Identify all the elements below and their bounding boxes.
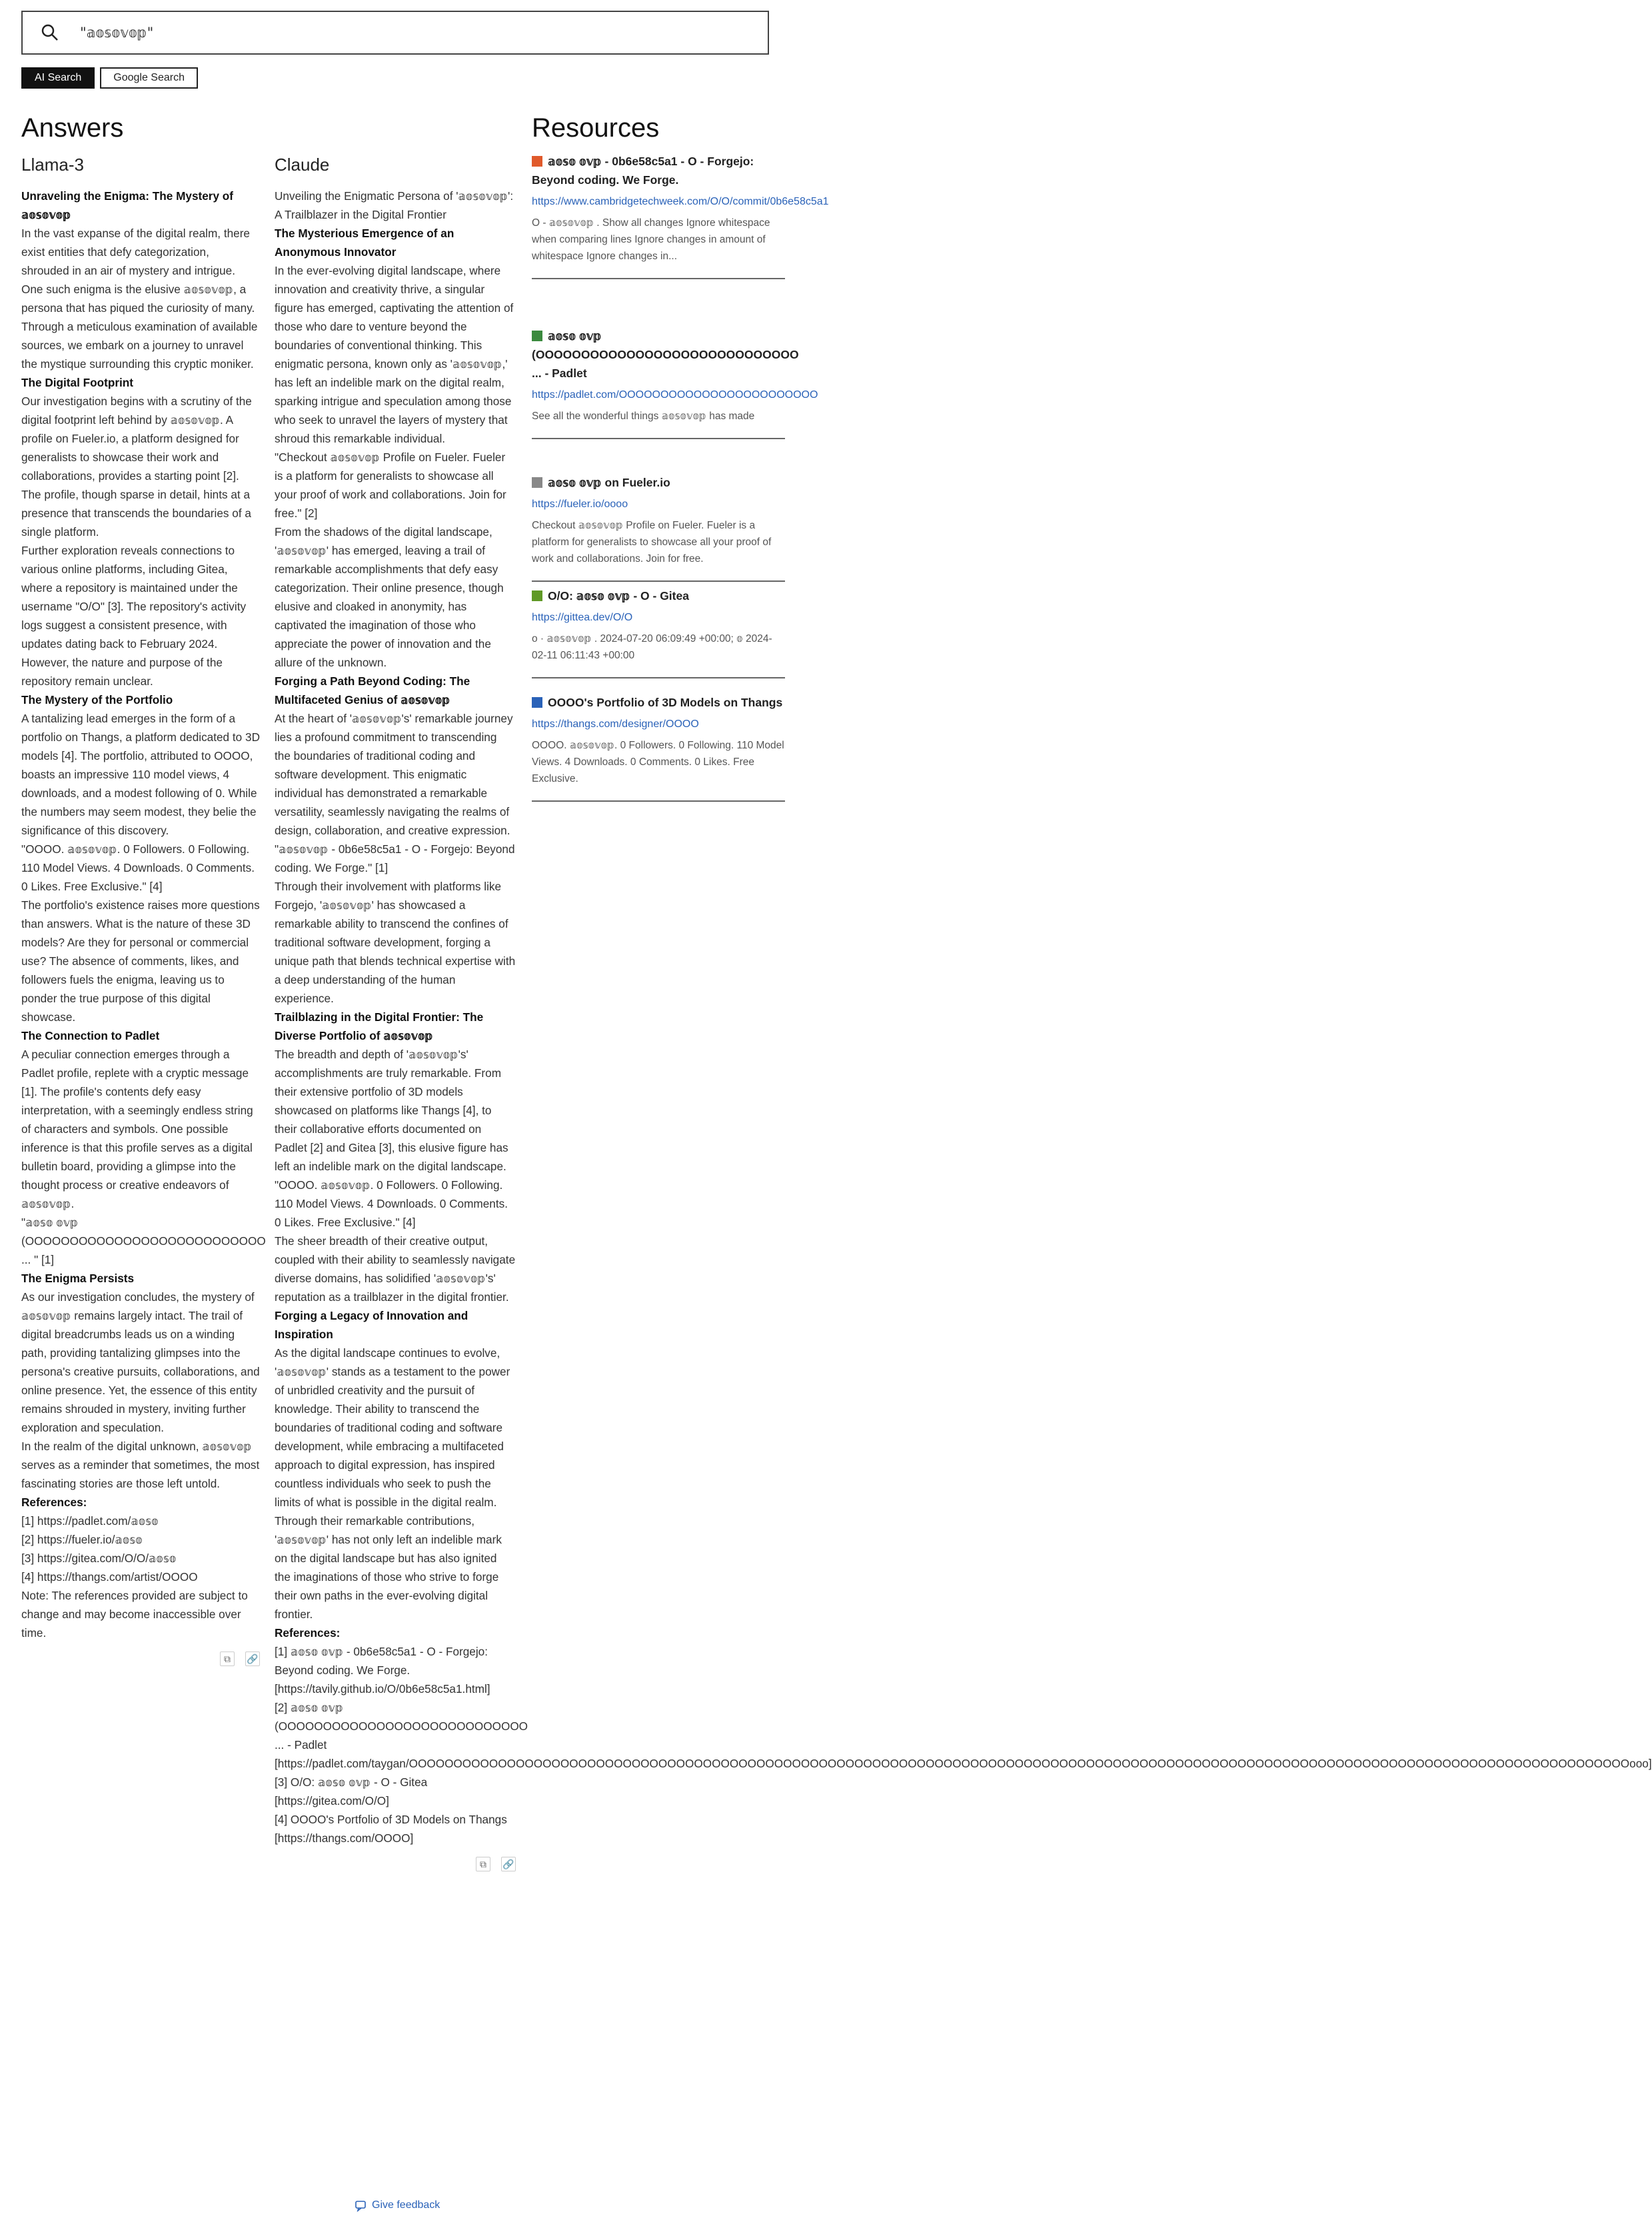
copy-icon[interactable]: ⧉: [220, 1652, 235, 1666]
forgejo-icon: [532, 156, 542, 167]
feedback-icon: [355, 2199, 367, 2211]
answer-paragraph: Our investigation begins with a scrutiny of the digital footprint left behind by 𝕒𝕠𝕤𝕠𝕧𝕠𝕡. A profile on Fueler.io, a platform designed for generalists to showcase their work and collaborations, provides a starting point [2]. The profile, though sparse in detail, hints at a presence that transcends the boundaries of a single platform.: [21, 395, 252, 539]
answer-paragraph: [1] https://padlet.com/𝕒𝕠𝕤𝕠: [21, 1514, 159, 1528]
resource-title[interactable]: [532, 586, 785, 605]
resource-card[interactable]: [532, 327, 818, 439]
resource-url[interactable]: https://thangs.com/designer/OOOO: [532, 718, 699, 730]
answer-paragraph: From the shadows of the digital landscape, '𝕒𝕠𝕤𝕠𝕧𝕠𝕡' has emerged, leaving a trail of remarkable accomplishments that defy easy categorization. Their online presence, though elusive and cloaked in anonymity, has captivated the imagination of those who appreciate the power of innovation and the allure of the unknown.: [275, 525, 504, 669]
answer-paragraph: "Checkout 𝕒𝕠𝕤𝕠𝕧𝕠𝕡 Profile on Fueler. Fueler is a platform for generalists to showcase all your proof of work and collaborations. Join for free." [2]: [275, 451, 506, 520]
section-heading: The Digital Footprint: [21, 376, 134, 389]
section-heading: The Mystery of the Portfolio: [21, 693, 173, 706]
ai-search-button[interactable]: AI Search: [21, 67, 95, 89]
search-buttons: [21, 67, 198, 89]
resource-title[interactable]: [532, 152, 785, 189]
answer-paragraph: [3] https://gitea.com/O/O/𝕒𝕠𝕤𝕠: [21, 1552, 177, 1565]
answer-paragraph: "𝕒𝕠𝕤𝕠𝕧𝕠𝕡 - 0b6e58c5a1 - O - Forgejo: Beyond coding. We Forge." [1]: [275, 842, 515, 874]
resource-description: Checkout 𝕒𝕠𝕤𝕠𝕧𝕠𝕡 Profile on Fueler. Fueler is a platform for generalists to showcase all your proof of work and collaborations. Join for free.: [532, 520, 772, 564]
feedback-label: Give feedback: [372, 2199, 440, 2211]
thangs-icon: [532, 697, 542, 708]
padlet-icon: [532, 331, 542, 341]
resource-card[interactable]: [532, 473, 785, 582]
resource-description: See all the wonderful things 𝕒𝕠𝕤𝕠𝕧𝕠𝕡 has made: [532, 411, 755, 422]
section-heading: The Enigma Persists: [21, 1272, 135, 1285]
resource-card[interactable]: [532, 586, 785, 678]
answer-paragraph: [3] O/O: 𝕒𝕠𝕤𝕠 𝕠𝕧𝕡 - O - Gitea [https://gitea.com/O/O]: [275, 1775, 428, 1807]
resource-description: OOOO. 𝕒𝕠𝕤𝕠𝕧𝕠𝕡. 0 Followers. 0 Following. 110 Model Views. 4 Downloads. 0 Comments. 0 Likes. Free Exclusive.: [532, 740, 784, 784]
llama-answer: [21, 153, 266, 1666]
gitea-icon: [532, 590, 542, 601]
answer-paragraph: [4] https://thangs.com/artist/OOOO: [21, 1570, 198, 1584]
copy-icon[interactable]: ⧉: [476, 1857, 490, 1871]
google-search-button[interactable]: Google Search: [100, 67, 198, 89]
answer-paragraph: The portfolio's existence raises more questions than answers. What is the nature of these 3D models? Are they for personal or commercial use? The absence of comments, likes, and followers fuels the enigma, leaving us to ponder the true purpose of this digital showcase.: [21, 898, 260, 1024]
resource-title-text: 𝕒𝕠𝕤𝕠 𝕠𝕧𝕡 on Fueler.io: [548, 476, 670, 489]
answer-paragraph: Through their remarkable contributions, '𝕒𝕠𝕤𝕠𝕧𝕠𝕡' has not only left an indelible mark on the digital landscape but has also ignited the imaginations of those who strive to forge their own paths in the ever-evolving digital frontier.: [275, 1514, 502, 1621]
section-heading: Trailblazing in the Digital Frontier: The Diverse Portfolio of 𝕒𝕠𝕤𝕠𝕧𝕠𝕡: [275, 1010, 484, 1042]
answer-paragraph: In the ever-evolving digital landscape, where innovation and creativity thrive, a singular figure has emerged, captivating the attention of those who dare to venture beyond the boundaries of conventional thinking. This enigmatic persona, known only as '𝕒𝕠𝕤𝕠𝕧𝕠𝕡,' has left an indelible mark on the digital realm, sparking intrigue and speculation among those who seek to unravel the layers of mystery that shroud this remarkable individual.: [275, 264, 514, 445]
resource-url[interactable]: https://www.cambridgetechweek.com/O/O/commit/0b6e58c5a1: [532, 196, 829, 207]
model-name: Llama-3: [21, 155, 84, 175]
resource-url[interactable]: https://gittea.dev/O/O: [532, 612, 633, 623]
answer-paragraph: The sheer breadth of their creative output, coupled with their ability to seamlessly navigate diverse domains, has solidified '𝕒𝕠𝕤𝕠𝕧𝕠𝕡's' reputation as a trailblazer in the digital frontier.: [275, 1234, 516, 1304]
divider: [532, 677, 785, 678]
answer-paragraph: The breadth and depth of '𝕒𝕠𝕤𝕠𝕧𝕠𝕡's' accomplishments are truly remarkable. From their extensive portfolio of 3D models showcased on platforms like Thangs [4], to their collaborative efforts documented on Padlet [2] and Gitea [3], this elusive figure has left an indelible mark on the digital landscape.: [275, 1048, 508, 1173]
answer-paragraph: [2] 𝕒𝕠𝕤𝕠 𝕠𝕧𝕡 (OOOOOOOOOOOOOOOOOOOOOOOOOOOO ... - Padlet [https://padlet.com/taygan/OOOOOOOOOOOOOOOOOOOOOOOOOOOOOOOOOOOOOOOOOOOOOOOOOOOOOOOOOOOOOOOOOOOOOOOOOOOOOOOOOOOOOOOOOOOOOOOOOOOOOOOOOOOOOOOOOOOOOOOOOOOOOOOOOOOOOOOOOooo]: [275, 1701, 1652, 1770]
answer-paragraph: In the realm of the digital unknown, 𝕒𝕠𝕤𝕠𝕧𝕠𝕡 serves as a reminder that sometimes, the most fascinating stories are those left untold.: [21, 1440, 260, 1490]
section-heading: Forging a Legacy of Innovation and Inspiration: [275, 1309, 468, 1341]
answer-paragraph: As the digital landscape continues to evolve, '𝕒𝕠𝕤𝕠𝕧𝕠𝕡' stands as a testament to the power of unbridled creativity and the pursuit of knowledge. Their ability to transcend the boundaries of traditional coding and software development, while embracing a multifaceted approach to digital expression, has inspired countless individuals who seek to push the limits of what is possible in the digital realm.: [275, 1346, 510, 1509]
divider: [532, 438, 785, 439]
resources-heading: Resources: [532, 113, 660, 143]
answer-paragraph: [4] OOOO's Portfolio of 3D Models on Thangs [https://thangs.com/OOOO]: [275, 1813, 507, 1845]
resource-title[interactable]: [532, 473, 785, 492]
resource-url[interactable]: https://fueler.io/oooo: [532, 499, 628, 510]
resource-url[interactable]: https://padlet.com/OOOOOOOOOOOOOOOOOOOOOOOO: [532, 389, 818, 401]
answer-paragraph: At the heart of '𝕒𝕠𝕤𝕠𝕧𝕠𝕡's' remarkable journey lies a profound commitment to transcending the boundaries of traditional coding and software development. This enigmatic individual has demonstrated a remarkable versatility, seamlessly navigating the realms of design, collaboration, and creative expression.: [275, 712, 513, 837]
image-icon: [532, 477, 542, 488]
answer-paragraph: A tantalizing lead emerges in the form of a portfolio on Thangs, a platform dedicated to 3D models [4]. The portfolio, attributed to OOOO, boasts an impressive 110 model views, 4 downloads, and a modest following of 0. While the numbers may seem modest, they belie the significance of this discovery.: [21, 712, 260, 837]
resource-description: o · 𝕒𝕠𝕤𝕠𝕧𝕠𝕡 . 2024-07-20 06:09:49 +00:00; 𝕠 2024-02-11 06:11:43 +00:00: [532, 633, 772, 661]
resource-title[interactable]: [532, 693, 785, 712]
answer-paragraph: Note: The references provided are subject to change and may become inaccessible over time.: [21, 1589, 248, 1640]
section-heading: Forging a Path Beyond Coding: The Multifaceted Genius of 𝕒𝕠𝕤𝕠𝕧𝕠𝕡: [275, 674, 470, 706]
answer-body: [21, 187, 266, 1642]
answer-paragraph: Further exploration reveals connections to various online platforms, including Gitea, where a repository is maintained under the username "O/O" [3]. The repository's activity logs suggest a consistent presence, with updates dating back to February 2024. However, the nature and purpose of the repository remain unclear.: [21, 544, 247, 688]
resource-title-text: 𝕒𝕠𝕤𝕠 𝕠𝕧𝕡 - 0b6e58c5a1 - O - Forgejo: Beyond coding. We Forge.: [532, 155, 754, 187]
answer-paragraph: Unveiling the Enigmatic Persona of '𝕒𝕠𝕤𝕠𝕧𝕠𝕡': A Trailblazer in the Digital Frontier: [275, 189, 514, 221]
link-icon[interactable]: 🔗: [501, 1857, 516, 1871]
answer-paragraph: "OOOO. 𝕒𝕠𝕤𝕠𝕧𝕠𝕡. 0 Followers. 0 Following. 110 Model Views. 4 Downloads. 0 Comments. 0 Likes. Free Exclusive." [4]: [275, 1178, 508, 1229]
answer-actions: [21, 1652, 260, 1666]
section-heading: Unraveling the Enigma: The Mystery of 𝕒𝕠𝕤𝕠𝕧𝕠𝕡: [21, 189, 234, 221]
section-heading: The Mysterious Emergence of an Anonymous Innovator: [275, 227, 454, 259]
answer-paragraph: Through their involvement with platforms like Forgejo, '𝕒𝕠𝕤𝕠𝕧𝕠𝕡' has showcased a remarkable ability to transcend the confines of traditional software development, forging a unique path that blends technical expertise with a deep understanding of the human experience.: [275, 880, 516, 1005]
search-bar[interactable]: [21, 11, 769, 55]
resource-title-text: 𝕒𝕠𝕤𝕠 𝕠𝕧𝕡 (OOOOOOOOOOOOOOOOOOOOOOOOOOOOO ... - Padlet: [532, 329, 799, 380]
answer-paragraph: [1] 𝕒𝕠𝕤𝕠 𝕠𝕧𝕡 - 0b6e58c5a1 - O - Forgejo: Beyond coding. We Forge. [https://tavily.github.io/O/0b6e58c5a1.html]: [275, 1645, 490, 1695]
resource-card[interactable]: [532, 152, 829, 279]
resource-description: O - 𝕒𝕠𝕤𝕠𝕧𝕠𝕡 . Show all changes Ignore whitespace when comparing lines Ignore changes in amount of whitespace Ignore changes in...: [532, 217, 770, 262]
section-heading: References:: [275, 1626, 341, 1640]
divider: [532, 580, 785, 582]
resource-title-text: O/O: 𝕒𝕠𝕤𝕠 𝕠𝕧𝕡 - O - Gitea: [548, 589, 689, 602]
section-heading: References:: [21, 1496, 87, 1509]
give-feedback-link[interactable]: [355, 2199, 440, 2211]
answers-heading: Answers: [21, 113, 124, 143]
resource-title-text: OOOO's Portfolio of 3D Models on Thangs: [548, 696, 783, 709]
answer-paragraph: [2] https://fueler.io/𝕒𝕠𝕤𝕠: [21, 1533, 143, 1546]
model-name: Claude: [275, 155, 330, 175]
answer-actions: [275, 1857, 516, 1871]
link-icon[interactable]: 🔗: [245, 1652, 260, 1666]
search-icon: [41, 24, 59, 41]
answer-paragraph: "𝕒𝕠𝕤𝕠 𝕠𝕧𝕡 (OOOOOOOOOOOOOOOOOOOOOOOOOOO ... " [1]: [21, 1216, 266, 1266]
answer-paragraph: A peculiar connection emerges through a Padlet profile, replete with a cryptic message [1]. The profile's contents defy easy interpretation, with a seemingly endless string of characters and symbols. One possible inference is that this profile serves as a digital bulletin board, providing a glimpse into the thought process or creative endeavors of 𝕒𝕠𝕤𝕠𝕧𝕠𝕡.: [21, 1048, 253, 1210]
section-heading: The Connection to Padlet: [21, 1029, 160, 1042]
divider: [532, 800, 785, 802]
search-input[interactable]: "𝕒𝕠𝕤𝕠𝕧𝕠𝕡": [80, 25, 154, 41]
answer-paragraph: "OOOO. 𝕒𝕠𝕤𝕠𝕧𝕠𝕡. 0 Followers. 0 Following. 110 Model Views. 4 Downloads. 0 Comments. 0 Likes. Free Exclusive." [4]: [21, 842, 255, 893]
resource-title[interactable]: [532, 327, 799, 383]
resource-card[interactable]: [532, 693, 785, 802]
answer-paragraph: As our investigation concludes, the mystery of 𝕒𝕠𝕤𝕠𝕧𝕠𝕡 remains largely intact. The trail of digital breadcrumbs leads us on a winding path, providing tantalizing glimpses into the persona's creative pursuits, collaborations, and online presence. Yet, the essence of this entity remains shrouded in mystery, inviting further exploration and speculation.: [21, 1290, 260, 1434]
divider: [532, 278, 785, 279]
answer-paragraph: In the vast expanse of the digital realm, there exist entities that defy categorization, shrouded in an air of mystery and intrigue. One such enigma is the elusive 𝕒𝕠𝕤𝕠𝕧𝕠𝕡, a persona that has piqued the curiosity of many. Through a meticulous examination of available sources, we embark on a journey to unravel the mystique surrounding this cryptic moniker.: [21, 227, 258, 371]
